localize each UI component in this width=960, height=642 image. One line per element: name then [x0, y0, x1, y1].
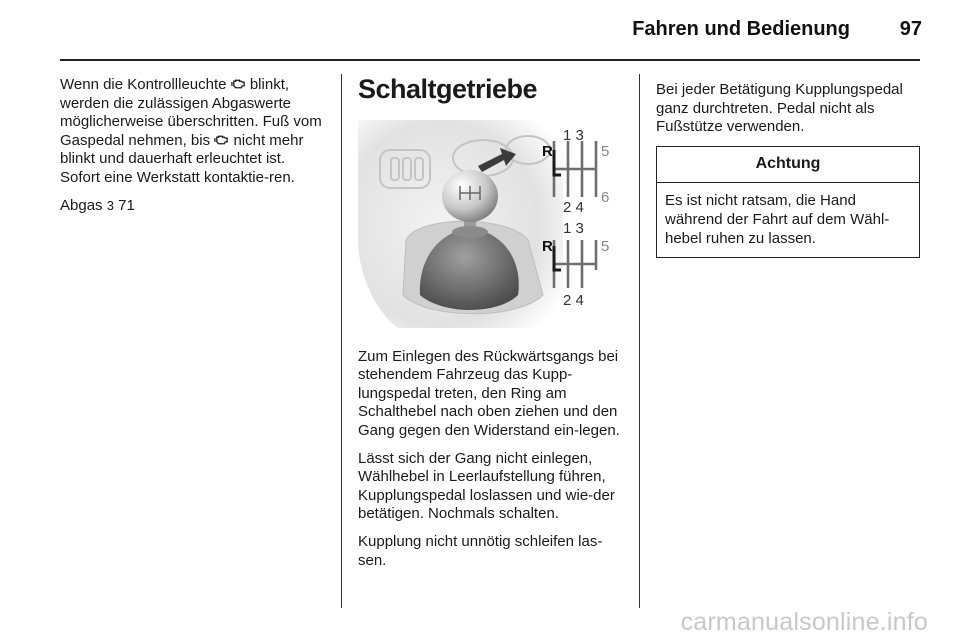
caution-body: Es ist nicht ratsam, die Hand während der Fahrt auf dem Wähl-hebel ruhen zu lassen.: [665, 192, 890, 247]
gate-bottom-numbers: 2 4: [563, 199, 584, 216]
gear-not-engaging-paragraph: Lässt sich der Gang nicht einlegen, Wählhebel in Leerlaufstellung führen, Kupplungspedal loslassen und wie-der betätigen. Nochmals schalten.: [358, 449, 615, 523]
column-divider-left: [341, 74, 342, 608]
section-heading: Schaltgetriebe: [358, 74, 538, 104]
gate-right-bottom: 6: [601, 189, 610, 206]
gear-shift-diagram: [358, 120, 621, 328]
warning-lamp-paragraph: [60, 76, 326, 188]
engine-check-lamp-icon: [231, 77, 246, 91]
page-header-title: Fahren und Bedienung: [632, 18, 850, 40]
caution-notice: [656, 146, 920, 258]
clutch-slip-paragraph: Kupplung nicht unnötig schleifen las-sen.: [358, 532, 603, 569]
column-divider-right: [639, 74, 640, 608]
column-middle: [358, 72, 626, 579]
gate-top-numbers: 1 3: [563, 127, 584, 144]
gate-reverse-label: R: [542, 143, 553, 160]
gate-right-top: 5: [601, 143, 610, 160]
reference-label: Abgas: [60, 196, 103, 214]
reference-page-link[interactable]: 71: [118, 196, 135, 214]
text-segment: blinkt, werden die zulässigen Abgaswerte möglicherweise überschritten. Fuß vom Gaspedal nehmen, bis: [60, 76, 322, 149]
column-left: [60, 76, 326, 224]
text-segment: nicht mehr blinkt und dauerhaft erleuchtet ist. Sofort eine Werkstatt kontaktie-ren.: [60, 131, 304, 186]
page-number: 97: [899, 18, 922, 40]
text-segment: Wenn die Kontrollleuchte: [60, 76, 227, 93]
exhaust-reference: [60, 197, 326, 216]
reverse-gear-paragraph: Zum Einlegen des Rückwärtsgangs bei stehendem Fahrzeug das Kupp-lungspedal treten, den Ring am Schalthebel nach oben ziehen und den Gang gegen den Widerstand ein-legen.: [358, 347, 620, 439]
header-rule: [60, 59, 920, 61]
gate-bottom-numbers: 2 4: [563, 292, 584, 309]
column-right: [656, 81, 922, 258]
watermark: carmanualsonline.info: [680, 608, 928, 636]
gate-reverse-label: R: [542, 238, 553, 255]
caution-title: Achtung: [657, 147, 919, 184]
engine-check-lamp-icon: [214, 133, 229, 147]
clutch-pedal-paragraph: Bei jeder Betätigung Kupplungspedal ganz durchtreten. Pedal nicht als Fußstütze verwenden.: [656, 81, 903, 136]
reference-arrow-icon: 3: [106, 197, 114, 213]
gate-top-numbers: 1 3: [563, 220, 584, 237]
gate-right-top: 5: [601, 238, 610, 255]
